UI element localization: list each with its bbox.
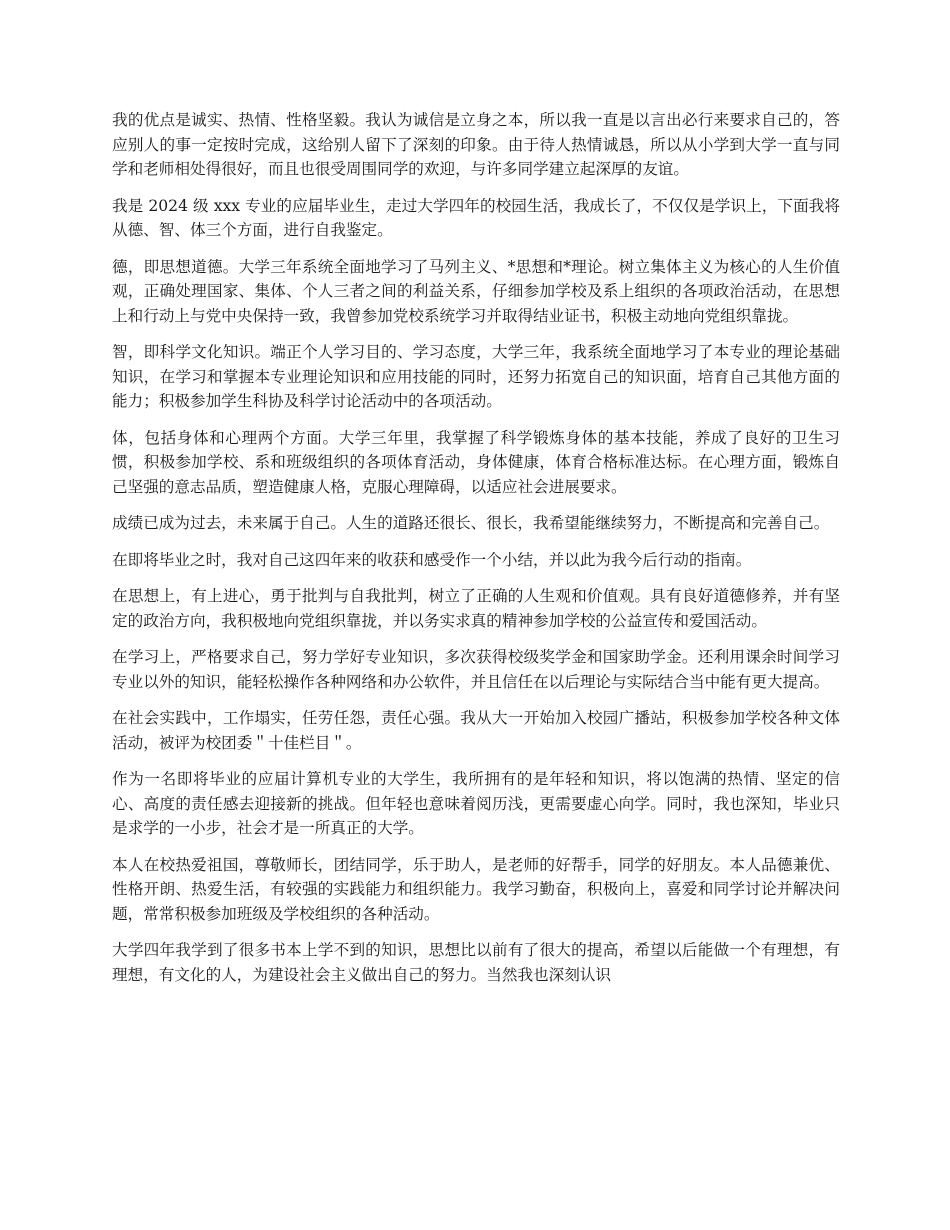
paragraph-thought: 在思想上，有上进心，勇于批判与自我批判，树立了正确的人生观和价值观。具有良好道德修养，并有坚定的政治方向，我积极地向党组织靠拢，并以务实求真的精神参加学校的公益宣传和爱国活动。: [112, 587, 840, 630]
paragraph-strengths: 我的优点是诚实、热情、性格坚毅。我认为诚信是立身之本，所以我一直是以言出必行来要求自己的，答应别人的事一定按时完成，这给别人留下了深刻的印象。由于待人热情诚恳，所以从小学到大学一直与同学和老师相处得很好，而且也很受周围同学的欢迎，与许多同学建立起深厚的友谊。: [112, 111, 840, 178]
paragraph-morality: 德，即思想道德。大学三年系统全面地学习了马列主义、*思想和*理论。树立集体主义为核心的人生价值观，正确处理国家、集体、个人三者之间的利益关系，仔细参加学校及系上组织的各项政治活动，在思想上和行动上与党中央保持一致，我曾参加党校系统学习并取得结业证书，积极主动地向党组织靠拢。: [112, 257, 840, 325]
paragraph-introduction: 我是 2024 级 xxx 专业的应届毕业生，走过大学四年的校园生活，我成长了，不仅仅是学识上，下面我将从德、智、体三个方面，进行自我鉴定。: [112, 196, 840, 239]
paragraph-physique: 体，包括身体和心理两个方面。大学三年里，我掌握了科学锻炼身体的基本技能，养成了良好的卫生习惯，积极参加学校、系和班级组织的各项体育活动，身体健康，体育合格标准达标。在心理方面，锻炼自己坚强的意志品质，塑造健康人格，克服心理障碍，以适应社会进展要求。: [112, 428, 840, 496]
paragraph-intellect: 智，即科学文化知识。端正个人学习目的、学习态度，大学三年，我系统全面地学习了本专业的理论基础知识，在学习和掌握本专业理论知识和应用技能的同时，还努力拓宽自己的知识面，培育自己其他方面的能力；积极参加学生科协及科学讨论活动中的各项活动。: [112, 343, 840, 410]
paragraph-graduate-outlook: 作为一名即将毕业的应届计算机专业的大学生，我所拥有的是年轻和知识，将以饱满的热情、坚定的信心、高度的责任感去迎接新的挑战。但年轻也意味着阅历浅，更需要虚心向学。同时，我也深知，毕业只是求学的一小步，社会才是一所真正的大学。: [112, 770, 840, 837]
document-body: [112, 108, 840, 987]
paragraph-achievements: 成绩已成为过去，未来属于自己。人生的道路还很长、很长，我希望能继续努力，不断提高和完善自己。: [112, 514, 830, 532]
paragraph-social-practice: 在社会实践中，工作塌实，任劳任怨，责任心强。我从大一开始加入校园广播站，积极参加学校各种文体活动，被评为校团委＂十佳栏目＂。: [112, 709, 840, 752]
paragraph-summary-intro: 在即将毕业之时，我对自己这四年来的收获和感受作一个小结，并以此为我今后行动的指南。: [112, 550, 752, 569]
paragraph-four-years: 大学四年我学到了很多书本上学不到的知识，思想比以前有了很大的提高，希望以后能做一个有理想，有理想，有文化的人，为建设社会主义做出自己的努力。当然我也深刻认识: [112, 941, 840, 984]
paragraph-character: 本人在校热爱祖国，尊敬师长，团结同学，乐于助人，是老师的好帮手，同学的好朋友。本人品德兼优、性格开朗、热爱生活，有较强的实践能力和组织能力。我学习勤奋，积极向上，喜爱和同学讨论并解决问题，常常积极参加班级及学校组织的各种活动。: [112, 855, 840, 923]
paragraph-study: 在学习上，严格要求自己，努力学好专业知识，多次获得校级奖学金和国家助学金。还利用课余时间学习专业以外的知识，能轻松操作各种网络和办公软件，并且信任在以后理论与实际结合当中能有更大提高。: [112, 648, 840, 691]
